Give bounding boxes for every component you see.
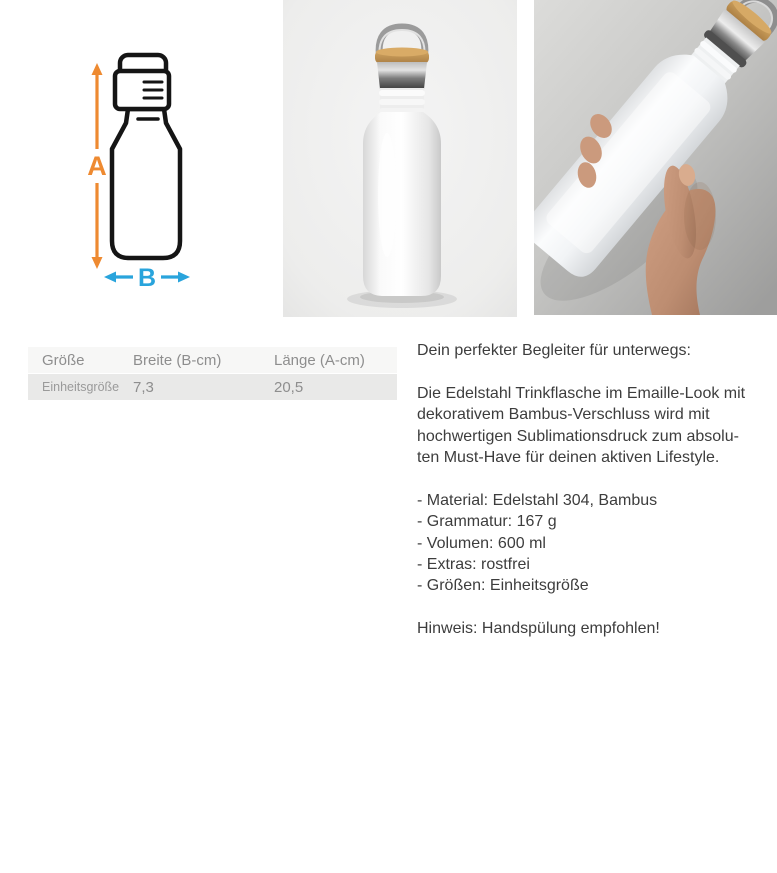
description-body-line: ten Must-Have für deinen aktiven Lifestyle. [417,449,720,467]
product-image-studio-photo[interactable] [283,0,517,317]
size-table-row [28,374,397,400]
bottle-body-outline [112,109,180,258]
size-row-laenge-value: 20,5 [274,378,304,396]
size-table-header-breite: Breite (B-cm) [133,351,222,369]
size-row-label: Einheitsgröße [42,380,120,394]
description-body-line: Die Edelstahl Trinkflasche im Emaille-Look mit [417,384,746,402]
width-arrow [104,264,190,292]
width-arrow-label: B [137,264,157,292]
bottle-outline-drawing [112,55,180,258]
studio-photo-svg [283,0,517,317]
spec-line-extras: - Extras: rostfrei [417,556,530,574]
width-arrowhead-right [178,272,190,283]
description-body-line: dekorativem Bambus-Verschluss wird mit [417,406,710,424]
size-table-header-laenge: Länge (A-cm) [274,351,365,369]
spec-line-groessen: - Größen: Einheitsgröße [417,577,589,595]
product-image-size-diagram[interactable] [58,40,233,300]
width-arrowhead-left [104,272,116,283]
size-table [28,347,397,400]
size-diagram-svg [58,40,233,300]
height-arrowhead-bottom [92,257,103,269]
product-image-hand-photo[interactable] [534,0,777,315]
spec-line-material: - Material: Edelstahl 304, Bambus [417,491,658,509]
description-note: Hinweis: Handspülung empfohlen! [417,620,660,638]
spec-line-grammatur: - Grammatur: 167 g [417,513,557,531]
steel-cap-ring [377,62,427,89]
bottle-neck-ridges [379,88,425,114]
spec-line-volumen: - Volumen: 600 ml [417,534,546,552]
product-description [417,340,769,640]
bottle-body [363,112,441,296]
paragraph-gap [417,597,769,618]
height-arrowhead-top [92,63,103,75]
description-intro: Dein perfekter Begleiter für unterwegs: [417,342,691,359]
paragraph-gap [417,468,769,489]
height-arrow-label: A [87,151,107,181]
size-row-breite-value: 7,3 [133,378,154,396]
hand-photo-svg [534,0,777,315]
paragraph-gap [417,361,769,382]
bottle-highlight [378,133,396,257]
height-arrow [87,63,107,269]
size-table-header-groesse: Größe [42,351,85,369]
size-table-header-row [28,347,397,374]
description-body-line: hochwertigen Sublimationsdruck zum absolu- [417,427,739,445]
hand-shading [684,182,716,250]
